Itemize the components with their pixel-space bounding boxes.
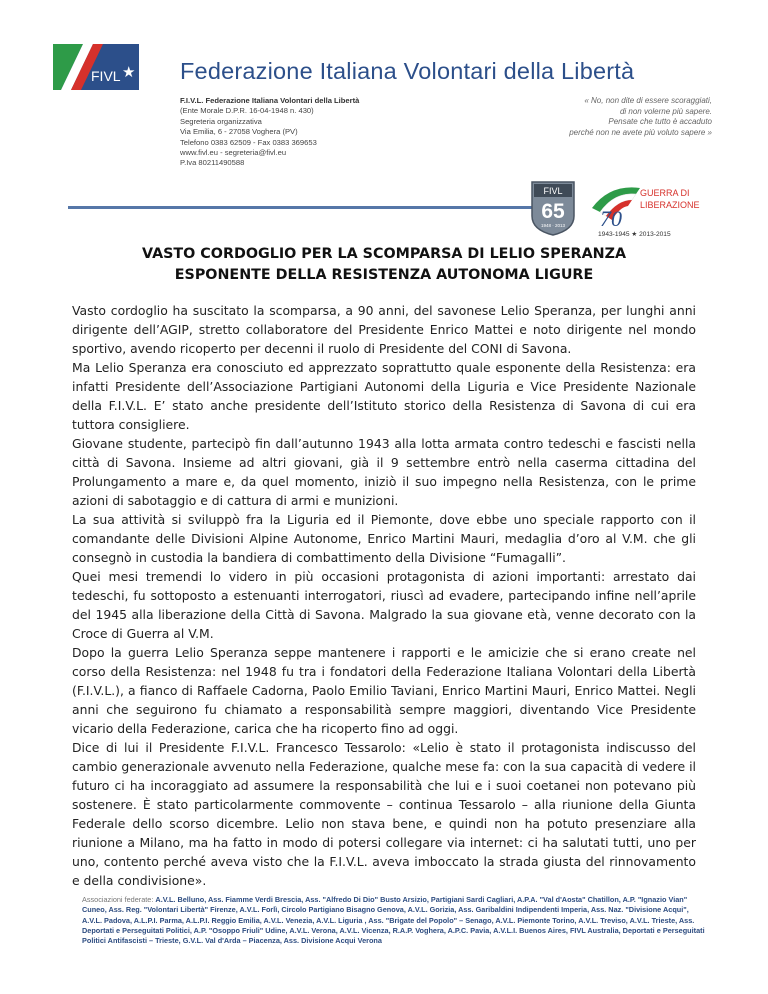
- contact-block: [180, 96, 359, 169]
- article-body: [72, 301, 696, 890]
- fivl-65-badge: [528, 180, 578, 236]
- liberation-70-badge: [590, 182, 716, 240]
- badge65-label: FIVL: [543, 186, 563, 196]
- contact-line: Segreteria organizzativa: [180, 116, 262, 126]
- header-quote: [452, 96, 712, 138]
- paragraph: Dopo la guerra Lelio Speranza seppe mantenere i rapporti e le amicizie che si erano create nel corso della Resistenza: nel 1948 fu tra i fondatori della Federazione Italiana Volontari della Libertà (F.I.V.L.), a fianco di Raffaele Cadorna, Paolo Emilio Taviani, Enrico Martini Mauri, Enrico Mattei. Negli anni che seguirono fu chiamato a responsabilità sempre maggiori, diventando Vice Presidente vicario della Federazione, carica che ha ricoperto fino ad oggi.: [72, 645, 696, 736]
- contact-line: P.Iva 80211490588: [180, 158, 245, 168]
- quote-line: di non volerne più sapere.: [619, 106, 712, 116]
- header-rule: [68, 206, 532, 209]
- contact-line: (Ente Morale D.P.R. 16-04-1948 n. 430): [180, 106, 314, 116]
- fivl-logo: [53, 44, 139, 90]
- badge70-dates: 1943-1945 ★ 2013-2015: [598, 231, 671, 238]
- org-name: Federazione Italiana Volontari della Libertà: [180, 58, 635, 84]
- footer-list: A.V.L. Belluno, Ass. Fiamme Verdi Brescia, Ass. "Alfredo Di Dio" Busto Arsizio, Partigiani Sardi Cagliari, A.P.A. "Val d'Aosta" Chatillon, A.P. "Ignazio Vian" Cuneo, Ass. Reg. "Volontari Libertà" Firenze, A.V.L. Forlì, Circolo Partigiano Bisagno Genova, A.V.L. Gorizia, Ass. Garibaldini Indipendenti Imperia, Ass. Naz. "Divisione Acqui", A.V.L. Padova, A.L.P.I. Parma, A.L.P.I. Reggio Emilia, A.V.L. Venezia, A.V.L. Liguria , Ass. "Brigate del Popolo" – Senago, A.V.L. Piemonte Torino, A.V.L. Treviso, A.V.L. Trieste, Ass. Deportati e Perseguitati Politici, A.P. "Osoppo Friuli" Udine, A.V.L. Verona, A.V.L. Vicenza, R.A.P. Voghera, A.P.C. Pavia, A.V.L.I. Buenos Aires, FIVL Australia, Deportati e Perseguitati Politici Antifascisti – Trieste, G.V.L. Val d'Arda – Piacenza, Ass. Divisione Acqui Verona: [82, 895, 705, 946]
- contact-line: www.fivl.eu - segreteria@fivl.eu: [180, 148, 287, 158]
- paragraph: Dice di lui il Presidente F.I.V.L. Francesco Tessarolo: «Lelio è stato il protagonista indiscusso del cambio generazionale avvenuto nella Federazione, qualche mese fa: con la sua capacità di vedere il futuro ci ha incoraggiato ad assumere la responsabilità che lui e i suoi coetanei non potevano più sostenere. È stato particolarmente commovente – continua Tessarolo – alla riunione della Giunta Federale dello scorso dicembre. Lelio non stava bene, e quindi non ha potuto presenziare alla riunione a Milano, ma ha fatto in modo di potersi collegare via internet: ci ha salutati tutti, uno per uno, contento perché aveva visto che la F.I.V.L. aveva imboccato la strada giusta del rinnovamento e della condivisione».: [72, 740, 696, 888]
- article-title: [60, 244, 708, 286]
- paragraph: Vasto cordoglio ha suscitato la scomparsa, a 90 anni, del savonese Lelio Speranza, per lunghi anni dirigente dell’AGIP, stretto collaboratore del Presidente Enrico Mattei e noto dirigente nel mondo sportivo, avendo ricoperto per decenni il ruolo di Presidente del CONI di Savona.: [72, 303, 696, 356]
- paragraph: Giovane studente, partecipò fin dall’autunno 1943 alla lotta armata contro tedeschi e fascisti nella città di Savona. Insieme ad altri giovani, già il 9 settembre entrò nella caserma cittadina del Prolungamento a mare e, da quel momento, iniziò il suo impegno nella Resistenza, con le prime azioni di sabotaggio e di cattura di armi e munizioni.: [72, 436, 696, 508]
- quote-line: « No, non dite di essere scoraggiati,: [584, 96, 712, 105]
- quote-line: perché non ne avete più voluto sapere »: [569, 127, 712, 137]
- badge70-number: 70: [600, 206, 622, 231]
- footer-lead: Associazioni federate:: [82, 895, 156, 904]
- paragraph: Ma Lelio Speranza era conosciuto ed apprezzato soprattutto quale esponente della Resistenza: era infatti Presidente dell’Associazione Partigiani Autonomi della Liguria e Vice Presidente Nazionale della F.I.V.L. E’ stato anche presidente dell’Istituto storico della Resistenza di Savona di cui era tuttora consigliere.: [72, 360, 696, 432]
- star-icon: ★: [122, 63, 136, 81]
- federated-associations: [82, 895, 708, 946]
- badge65-years: 1948 · 2013: [540, 223, 566, 228]
- paragraph: La sua attività si sviluppò fra la Liguria ed il Piemonte, dove ebbe uno speciale rapporto con il comandante delle Divisioni Alpine Autonome, Enrico Martini Mauri, medaglia d’oro al V.M. che gli consegnò in custodia la bandiera di combattimento della Divisione “Fumagalli”.: [72, 512, 696, 565]
- title-line: ESPONENTE DELLA RESISTENZA AUTONOMA LIGURE: [174, 267, 594, 283]
- logo-text: FIVL: [91, 68, 121, 84]
- contact-line: F.I.V.L. Federazione Italiana Volontari della Libertà: [180, 96, 360, 105]
- badge70-line2: LIBERAZIONE: [640, 200, 700, 210]
- badge70-line1: GUERRA DI: [640, 188, 690, 198]
- quote-line: Pensate che tutto è accaduto: [608, 117, 712, 126]
- contact-line: Telefono 0383 62509 - Fax 0383 369653: [180, 137, 317, 147]
- badge65-number: 65: [541, 200, 565, 223]
- contact-line: Via Emilia, 6 - 27058 Voghera (PV): [180, 127, 298, 137]
- paragraph: Quei mesi tremendi lo videro in più occasioni protagonista di azioni importanti: arrestato dai tedeschi, fu sottoposto a estenuanti interrogatori, riuscì ad evadere, partecipando infine nell’aprile del 1945 alla liberazione della Città di Savona. Malgrado la sua giovane età, venne decorato con la Croce di Guerra al V.M.: [72, 569, 696, 641]
- title-line: VASTO CORDOGLIO PER LA SCOMPARSA DI LELIO SPERANZA: [141, 246, 627, 262]
